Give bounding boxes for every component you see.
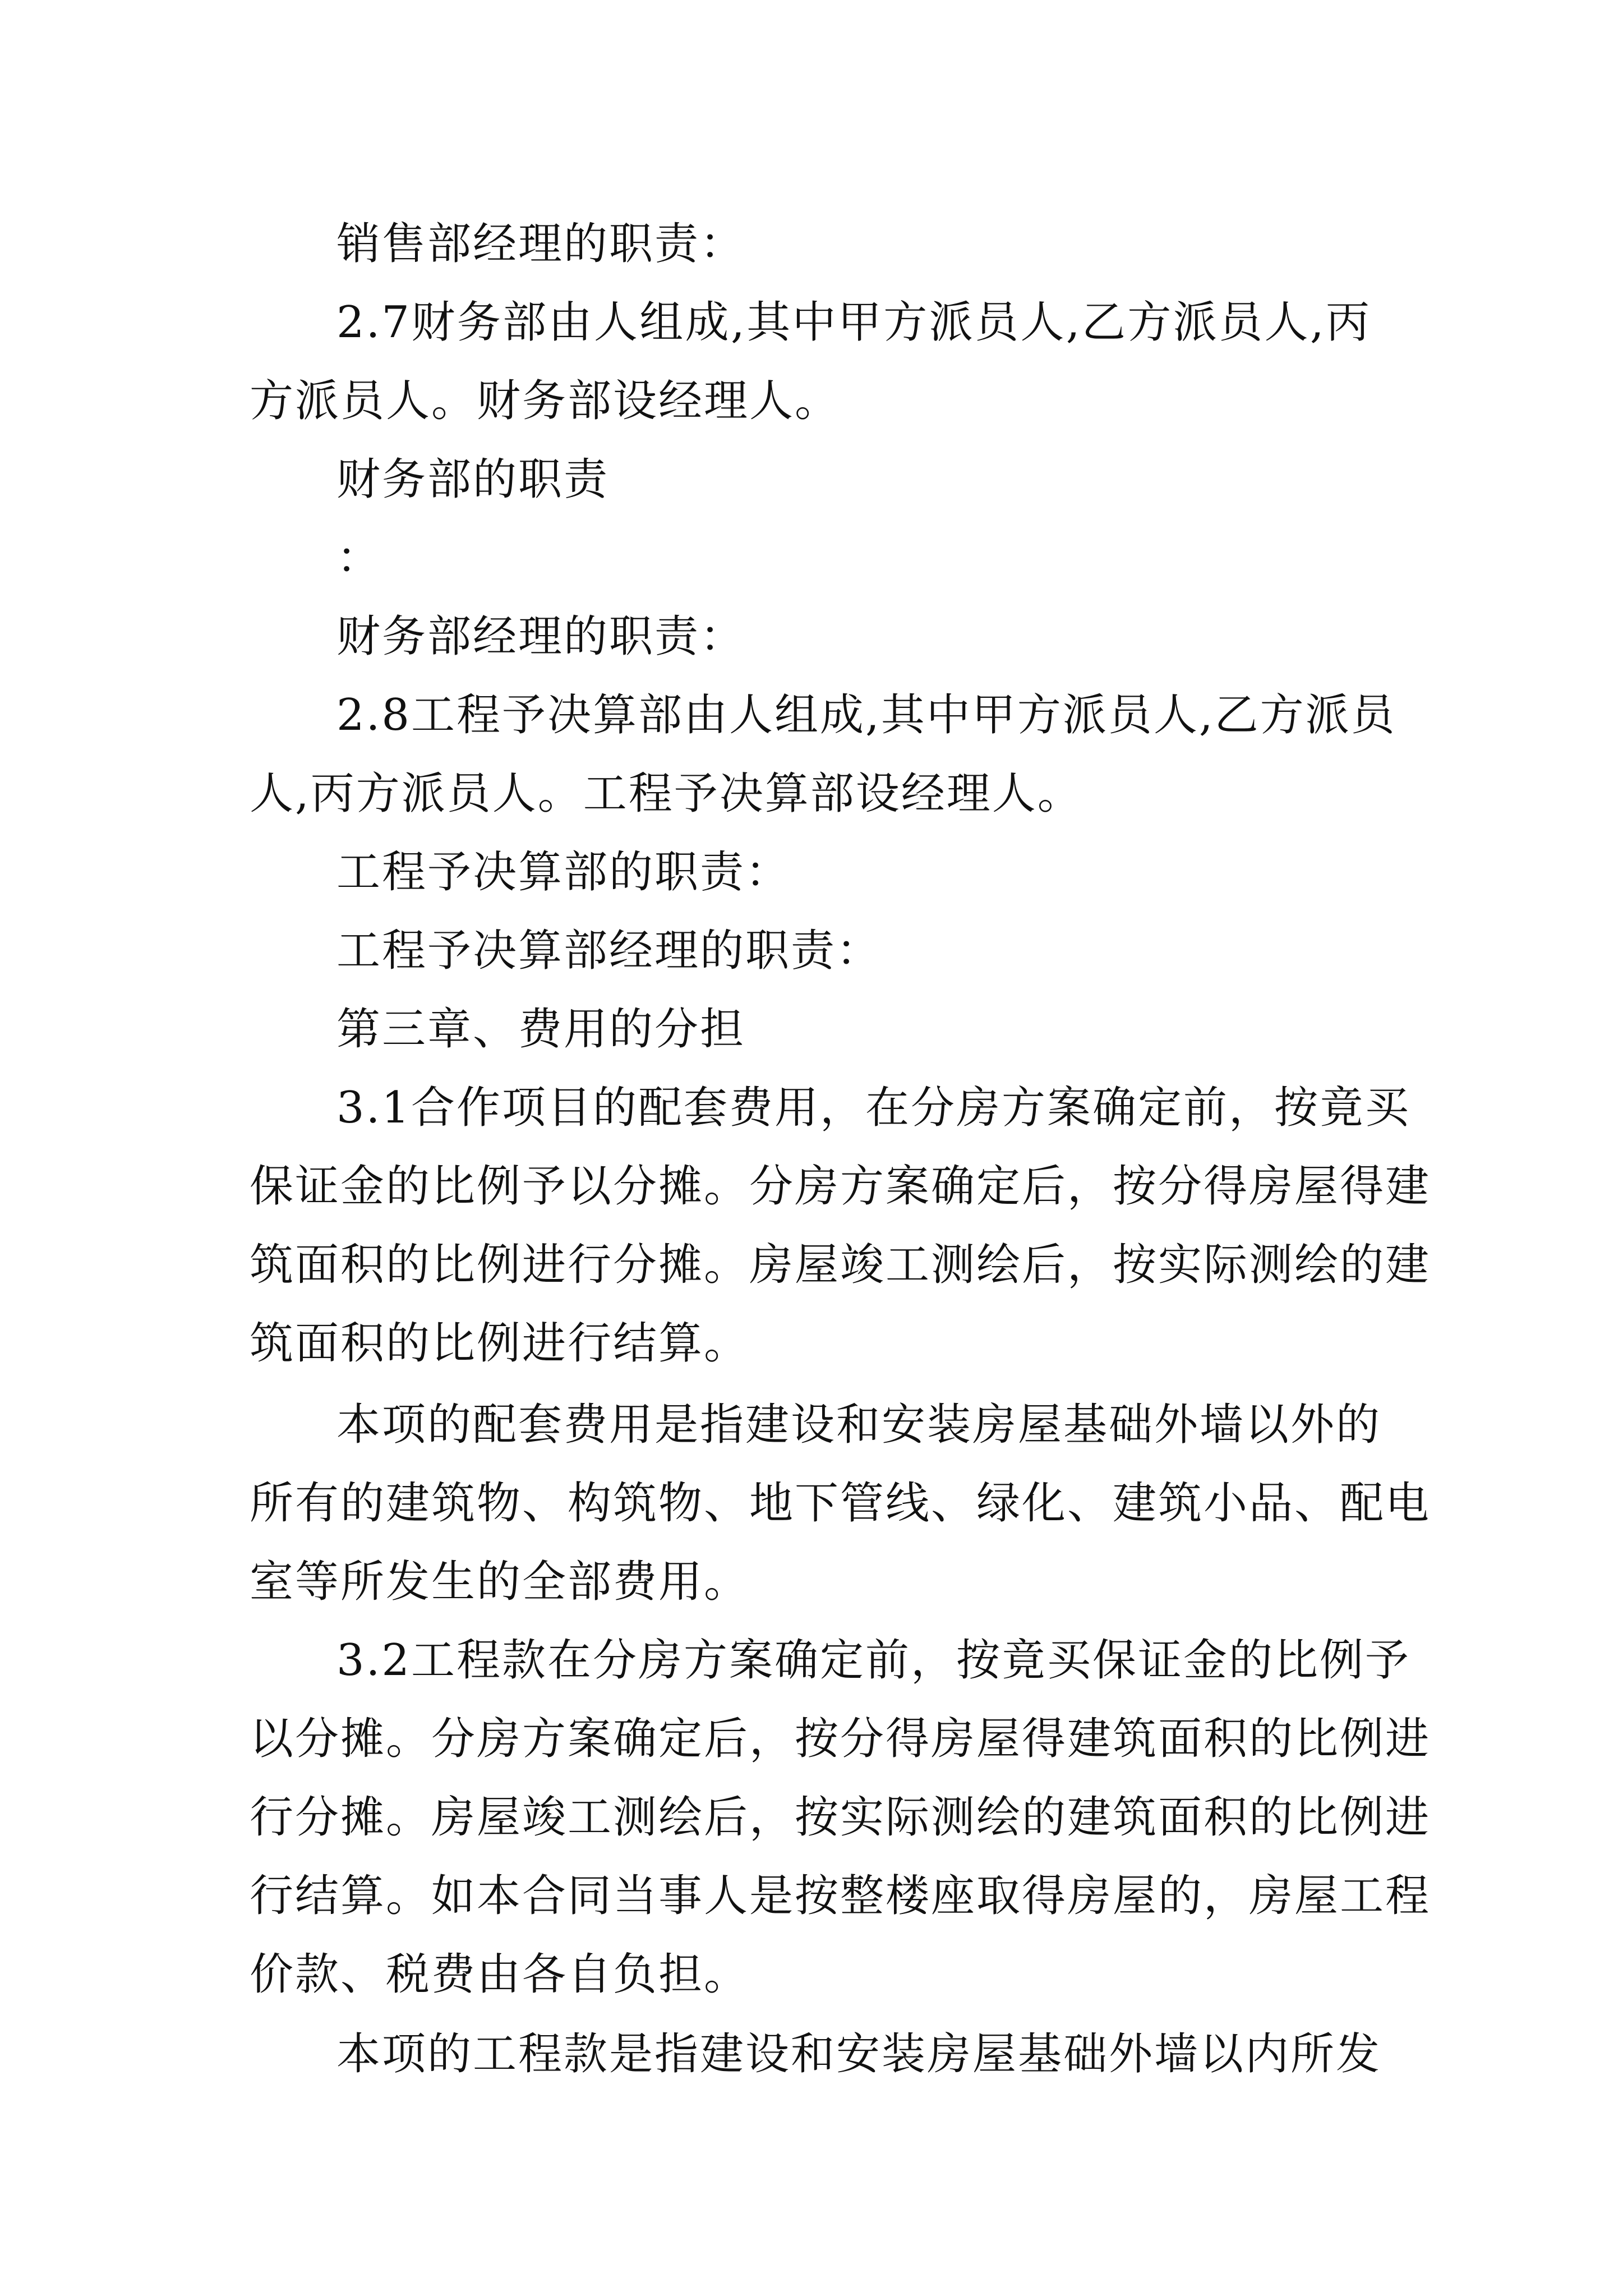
text-line: 所有的建筑物、构筑物、地下管线、绿化、建筑小品、配电 <box>250 1478 1431 1529</box>
text-line: 工程予决算部的职责： <box>336 847 791 898</box>
text-line: 人,丙方派员人。工程予决算部设经理人。 <box>250 769 1083 819</box>
text-line: 筑面积的比例进行结算。 <box>250 1318 750 1369</box>
text-line: 以分摊。分房方案确定后，按分得房屋得建筑面积的比例进 <box>250 1714 1431 1764</box>
text-line: 3.1合作项目的配套费用，在分房方案确定前，按竟买 <box>336 1083 1411 1133</box>
text-line: 筑面积的比例进行分摊。房屋竣工测绘后，按实际测绘的建 <box>250 1240 1431 1290</box>
text-line: 财务部的职责 <box>336 454 610 505</box>
text-line: 2.7财务部由人组成,其中甲方派员人,乙方派员人,丙 <box>336 297 1371 348</box>
text-line: 保证金的比例予以分摊。分房方案确定后，按分得房屋得建 <box>250 1161 1431 1212</box>
text-line: 财务部经理的职责： <box>336 611 746 662</box>
text-line: 销售部经理的职责： <box>336 219 746 269</box>
text-line: 2.8工程予决算部由人组成,其中甲方派员人,乙方派员 <box>336 690 1396 740</box>
text-line: 价款、税费由各自负担。 <box>250 1949 750 2000</box>
text-line: 室等所发生的全部费用。 <box>250 1557 750 1607</box>
text-line: 行结算。如本合同当事人是按整楼座取得房屋的，房屋工程 <box>250 1871 1431 1921</box>
chapter-heading: 第三章、费用的分担 <box>336 1004 746 1055</box>
text-line: 工程予决算部经理的职责： <box>336 926 882 976</box>
text-line: 本项的工程款是指建设和安装房屋基础外墙以内所发 <box>336 2029 1382 2079</box>
text-line: ： <box>336 533 382 583</box>
text-line: 行分摊。房屋竣工测绘后，按实际测绘的建筑面积的比例进 <box>250 1792 1431 1843</box>
text-line: 3.2工程款在分房方案确定前，按竟买保证金的比例予 <box>336 1635 1411 1686</box>
text-line: 方派员人。财务部设经理人。 <box>250 376 841 426</box>
text-line: 本项的配套费用是指建设和安装房屋基础外墙以外的 <box>336 1400 1382 1450</box>
